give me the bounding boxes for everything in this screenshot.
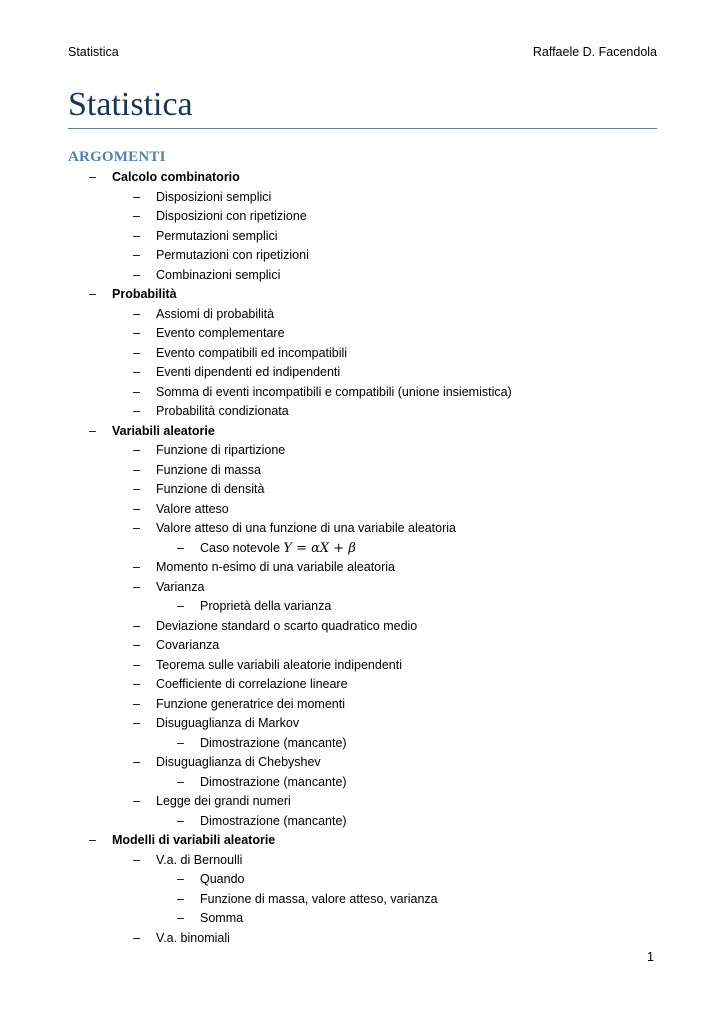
outline-item-level-2 xyxy=(0,656,725,676)
outline-item-text xyxy=(200,597,331,617)
outline-item-label: Somma xyxy=(200,911,244,925)
outline-item-text xyxy=(156,636,219,656)
dash-bullet-icon: – xyxy=(89,833,96,847)
outline-item-label: Evento compatibili ed incompatibili xyxy=(156,345,348,360)
outline-item-text xyxy=(156,363,340,383)
outline-item-text xyxy=(156,578,204,598)
dash-bullet-icon: – xyxy=(89,287,96,301)
outline-item-text xyxy=(156,227,278,247)
outline-item-label: Calcolo combinatorio xyxy=(112,170,240,184)
outline-item-text xyxy=(156,480,264,500)
outline-item-label: Combinazioni semplici xyxy=(156,267,281,282)
outline-item-level-2 xyxy=(0,851,725,871)
outline-item-text xyxy=(200,870,244,890)
outline-item-text xyxy=(156,792,291,812)
outline-item-text xyxy=(200,812,347,832)
dash-bullet-icon: – xyxy=(133,404,140,418)
outline-item-level-2 xyxy=(0,929,725,949)
outline-item-level-1 xyxy=(0,422,725,442)
outline-item-text xyxy=(200,734,347,754)
outline-item-level-2 xyxy=(0,695,725,715)
outline-item-text xyxy=(156,207,307,227)
dash-bullet-icon: – xyxy=(177,774,184,789)
outline-item-text xyxy=(156,266,280,286)
outline-item-label: Disposizioni semplici xyxy=(156,189,272,204)
dash-bullet-icon: – xyxy=(133,326,140,340)
outline-item-text xyxy=(156,519,456,539)
outline-item-level-2 xyxy=(0,519,725,539)
dash-bullet-icon: – xyxy=(133,716,140,730)
outline-item-level-2 xyxy=(0,441,725,461)
header-right-text: Raffaele D. Facendola xyxy=(532,45,657,59)
dash-bullet-icon: – xyxy=(133,482,140,496)
outline-item-text xyxy=(156,305,274,325)
outline-item-text xyxy=(156,246,309,266)
document-title: Statistica xyxy=(68,86,193,123)
outline-item-level-2 xyxy=(0,383,725,403)
dash-bullet-icon: – xyxy=(133,696,140,711)
outline-item-label: Dimostrazione (mancante) xyxy=(200,774,347,789)
outline-item-label: Probabilità condizionata xyxy=(156,404,289,418)
outline-item-label: Momento n-esimo di una variabile aleatoria xyxy=(156,560,396,574)
dash-bullet-icon: – xyxy=(133,638,140,652)
dash-bullet-icon: – xyxy=(89,423,96,438)
outline-item-label: Caso notevole xyxy=(200,540,284,555)
dash-bullet-icon: – xyxy=(133,248,140,262)
outline-item-label: Permutazioni semplici xyxy=(156,228,278,243)
outline-item-level-2 xyxy=(0,675,725,695)
outline-item-level-3 xyxy=(0,890,725,910)
dash-bullet-icon: – xyxy=(177,540,184,555)
outline-item-text xyxy=(200,773,347,793)
dash-bullet-icon: – xyxy=(133,521,140,535)
outline-item-label: Valore atteso di una funzione di una variabile aleatoria xyxy=(156,521,456,535)
outline-item-label: Quando xyxy=(200,872,245,886)
outline-item-label: Permutazioni con ripetizioni xyxy=(156,248,309,262)
outline-item-text xyxy=(156,675,348,695)
outline-item-text xyxy=(156,344,347,364)
outline-item-label: Assiomi di probabilità xyxy=(156,306,275,321)
outline-item-level-2 xyxy=(0,792,725,812)
outline-item-label: Valore atteso xyxy=(156,501,229,516)
dash-bullet-icon: – xyxy=(133,852,140,867)
outline-item-label: V.a. binomiali xyxy=(156,930,230,945)
outline-item-text xyxy=(156,695,345,715)
outline-item-text xyxy=(156,383,512,403)
outline-item-level-2 xyxy=(0,558,725,578)
dash-bullet-icon: – xyxy=(133,677,140,691)
outline-item-level-3 xyxy=(0,909,725,929)
dash-bullet-icon: – xyxy=(133,209,140,223)
outline-item-text xyxy=(156,714,299,734)
outline-item-text xyxy=(200,909,243,929)
outline-item-level-1 xyxy=(0,168,725,188)
dash-bullet-icon: – xyxy=(133,462,140,477)
dash-bullet-icon: – xyxy=(177,872,184,886)
topic-outline xyxy=(0,168,725,948)
outline-item-label: Funzione di densità xyxy=(156,482,265,496)
outline-item-label: Teorema sulle variabili aleatorie indipendenti xyxy=(156,657,402,672)
dash-bullet-icon: – xyxy=(133,345,140,360)
outline-item-level-2 xyxy=(0,578,725,598)
page-number: 1 xyxy=(647,950,654,964)
outline-item-label: Somma di eventi incompatibili e compatibili (unione insiemistica) xyxy=(156,384,512,399)
outline-item-text xyxy=(156,656,402,676)
outline-item-level-2 xyxy=(0,480,725,500)
outline-item-text xyxy=(156,753,321,773)
page-header xyxy=(68,43,657,61)
outline-item-label: Variabili aleatorie xyxy=(112,423,215,438)
outline-item-level-2 xyxy=(0,324,725,344)
outline-item-level-3 xyxy=(0,539,725,559)
outline-item-label: Coefficiente di correlazione lineare xyxy=(156,677,348,691)
section-heading: ARGOMENTI xyxy=(68,149,166,165)
outline-item-label: Funzione generatrice dei momenti xyxy=(156,696,345,711)
outline-item-level-3 xyxy=(0,773,725,793)
outline-item-level-2 xyxy=(0,227,725,247)
outline-item-level-2 xyxy=(0,305,725,325)
outline-item-level-2 xyxy=(0,402,725,422)
outline-item-level-1 xyxy=(0,831,725,851)
dash-bullet-icon: – xyxy=(133,930,140,945)
outline-item-label: Deviazione standard o scarto quadratico medio xyxy=(156,618,418,633)
outline-item-text xyxy=(200,539,356,559)
header-left-text: Statistica xyxy=(68,45,119,59)
outline-item-text xyxy=(112,285,177,305)
dash-bullet-icon: – xyxy=(133,306,140,321)
outline-item-level-2 xyxy=(0,207,725,227)
outline-item-level-2 xyxy=(0,363,725,383)
outline-item-level-2 xyxy=(0,266,725,286)
dash-bullet-icon: – xyxy=(133,384,140,399)
dash-bullet-icon: – xyxy=(133,501,140,516)
outline-item-label: Probabilità xyxy=(112,287,177,301)
outline-item-text xyxy=(156,441,285,461)
outline-item-label: Dimostrazione (mancante) xyxy=(200,735,347,750)
outline-item-text xyxy=(156,500,229,520)
outline-item-text xyxy=(156,324,285,344)
outline-item-label: Disposizioni con ripetizione xyxy=(156,209,307,223)
dash-bullet-icon: – xyxy=(89,170,96,184)
outline-item-level-1 xyxy=(0,285,725,305)
outline-item-level-2 xyxy=(0,188,725,208)
outline-item-level-3 xyxy=(0,812,725,832)
dash-bullet-icon: – xyxy=(133,560,140,574)
outline-item-text xyxy=(156,461,261,481)
dash-bullet-icon: – xyxy=(177,735,184,750)
outline-item-level-3 xyxy=(0,597,725,617)
outline-item-label: Covarianza xyxy=(156,638,220,652)
outline-item-level-2 xyxy=(0,617,725,637)
dash-bullet-icon: – xyxy=(133,189,140,204)
outline-item-label: Funzione di ripartizione xyxy=(156,443,286,457)
dash-bullet-icon: – xyxy=(133,579,140,594)
outline-item-text xyxy=(156,929,230,949)
math-formula: Y = αX + β xyxy=(283,540,356,556)
dash-bullet-icon: – xyxy=(133,755,140,769)
title-underline xyxy=(68,128,657,129)
dash-bullet-icon: – xyxy=(133,657,140,672)
outline-item-text xyxy=(112,831,275,851)
outline-item-level-2 xyxy=(0,246,725,266)
outline-item-text xyxy=(112,168,240,188)
outline-item-text xyxy=(200,890,438,910)
outline-item-level-2 xyxy=(0,500,725,520)
outline-item-label: Eventi dipendenti ed indipendenti xyxy=(156,365,341,379)
outline-item-level-2 xyxy=(0,636,725,656)
outline-item-label: Varianza xyxy=(156,579,205,594)
dash-bullet-icon: – xyxy=(133,443,140,457)
outline-item-text xyxy=(156,402,289,422)
outline-item-text xyxy=(156,617,417,637)
dash-bullet-icon: – xyxy=(133,228,140,243)
outline-item-text xyxy=(156,851,242,871)
outline-item-label: Evento complementare xyxy=(156,326,285,340)
dash-bullet-icon: – xyxy=(133,794,140,808)
dash-bullet-icon: – xyxy=(133,267,140,282)
outline-item-level-2 xyxy=(0,753,725,773)
outline-item-label: Disuguaglianza di Markov xyxy=(156,716,300,730)
outline-item-level-2 xyxy=(0,461,725,481)
dash-bullet-icon: – xyxy=(133,365,140,379)
dash-bullet-icon: – xyxy=(177,891,184,906)
outline-item-level-2 xyxy=(0,714,725,734)
outline-item-level-3 xyxy=(0,870,725,890)
dash-bullet-icon: – xyxy=(133,618,140,633)
outline-item-label: Modelli di variabili aleatorie xyxy=(112,833,276,847)
outline-item-level-2 xyxy=(0,344,725,364)
outline-item-label: V.a. di Bernoulli xyxy=(156,852,243,867)
outline-item-label: Legge dei grandi numeri xyxy=(156,794,291,808)
dash-bullet-icon: – xyxy=(177,813,184,828)
outline-item-text xyxy=(156,558,395,578)
outline-item-level-3 xyxy=(0,734,725,754)
outline-item-label: Disuguaglianza di Chebyshev xyxy=(156,755,321,769)
outline-item-label: Funzione di massa, valore atteso, varianza xyxy=(200,891,438,906)
outline-item-text xyxy=(156,188,271,208)
outline-item-text xyxy=(112,422,215,442)
dash-bullet-icon: – xyxy=(177,911,184,925)
dash-bullet-icon: – xyxy=(177,599,184,613)
outline-item-label: Dimostrazione (mancante) xyxy=(200,813,347,828)
outline-item-label: Proprietà della varianza xyxy=(200,599,332,613)
outline-item-label: Funzione di massa xyxy=(156,462,261,477)
